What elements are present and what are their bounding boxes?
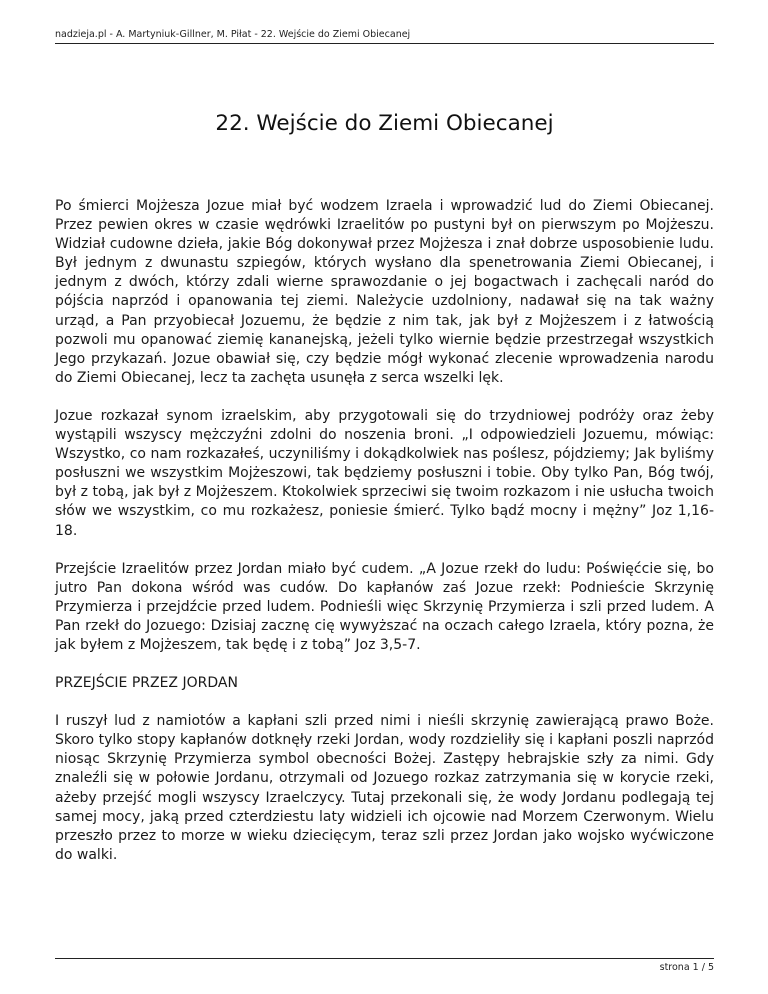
paragraph: Po śmierci Mojżesza Jozue miał być wodzem Izraela i wprowadzić lud do Ziemi Obiecanej. Przez pewien okres w czasie wędrówki Izraelitów po pustyni był on pierwszym po Mojżeszu. Widział cudowne dzieła, jakie Bóg dokonywał przez Mojżesza i znał dobrze usposobienie ludu. Był jednym z dwunastu szpiegów, których wysłano dla spenetrowania Ziemi Obiecanej, i jednym z dwóch, którzy zdali wierne sprawozdanie o jej bogactwach i zachęcali naród do pójścia naprzód i opanowania tej ziemi. Należycie uzdolniony, nadawał się na tak ważny urząd, a Pan przyobiecał Jozuemu, że będzie z nim tak, jak był z Mojżeszem i z łatwością pozwoli mu opanować ziemię kananejską, jeżeli tylko wiernie będzie przestrzegał wszystkich Jego przykazań. Jozue obawiał się, czy będzie mógł wykonać zlecenie wprowadzenia narodu do Ziemi Obiecanej, lecz ta zachęta usunęła z serca wszelki lęk. (55, 198, 714, 386)
paragraph: I ruszył lud z namiotów a kapłani szli przed nimi i nieśli skrzynię zawierającą prawo Boże. Skoro tylko stopy kapłanów dotknęły rzeki Jordan, wody rozdzieliły się i kapłani poszli naprzód niosąc Skrzynię Przymierza symbol obecności Bożej. Zastępy hebrajskie szły za nimi. Gdy znaleźli się w połowie Jordanu, otrzymali od Jozuego rozkaz zatrzymania się w korycie rzeki, ażeby przejść mogli wszyscy Izraelczycy. Tutaj przekonali się, że wody Jordanu podlegają tej samej mocy, jaką przed czterdziestu laty widzieli ich ojcowie nad Morzem Czerwonym. Wielu przeszło przez to morze w wieku dziecięcym, teraz szli przez Jordan jako wojsko wyćwiczone do walki. (55, 713, 714, 863)
paragraph: Przejście Izraelitów przez Jordan miało być cudem. „A Jozue rzekł do ludu: Poświęćcie się, bo jutro Pan dokona wśród was cudów. Do kapłanów zaś Jozue rzekł: Podnieście Skrzynię Przymierza i przejdźcie przed ludem. Podnieśli więc Skrzynię Przymierza i szli przed ludem. A Pan rzekł do Jozuego: Dzisiaj zacznę cię wywyższać na oczach całego Izraela, który pozna, że jak byłem z Mojżeszem, tak będę i z tobą” Joz 3,5-7. (55, 560, 714, 653)
page-title: 22. Wejście do Ziemi Obiecanej (215, 111, 554, 136)
running-header: nadzieja.pl - A. Martyniuk-Gillner, M. Piłat - 22. Wejście do Ziemi Obiecanej (55, 29, 411, 40)
article-body (55, 197, 714, 884)
paragraph: Jozue rozkazał synom izraelskim, aby przygotowali się do trzydniowej podróży oraz żeby wystąpili wszyscy mężczyźni zdolni do noszenia broni. „I odpowiedzieli Jozuemu, mówiąc: Wszystko, co nam rozkazałeś, uczyniliśmy i dokądkolwiek nas poślesz, pójdziemy; Jak byliśmy posłuszni we wszystkim Mojżeszowi, tak będziemy posłuszni i tobie. Oby tylko Pan, Bóg twój, był z tobą, jak był z Mojżeszem. Ktokolwiek sprzeciwi się twoim rozkazom i nie usłucha twoich słów we wszystkim, co mu rozkażesz, poniesie śmierć. Tylko bądź mocny i mężny” Joz 1,16-18. (55, 407, 714, 539)
header-divider (55, 43, 714, 44)
footer-divider (55, 958, 714, 959)
section-heading: PRZEJŚCIE PRZEZ JORDAN (55, 675, 238, 692)
page-number: strona 1 / 5 (659, 962, 714, 973)
